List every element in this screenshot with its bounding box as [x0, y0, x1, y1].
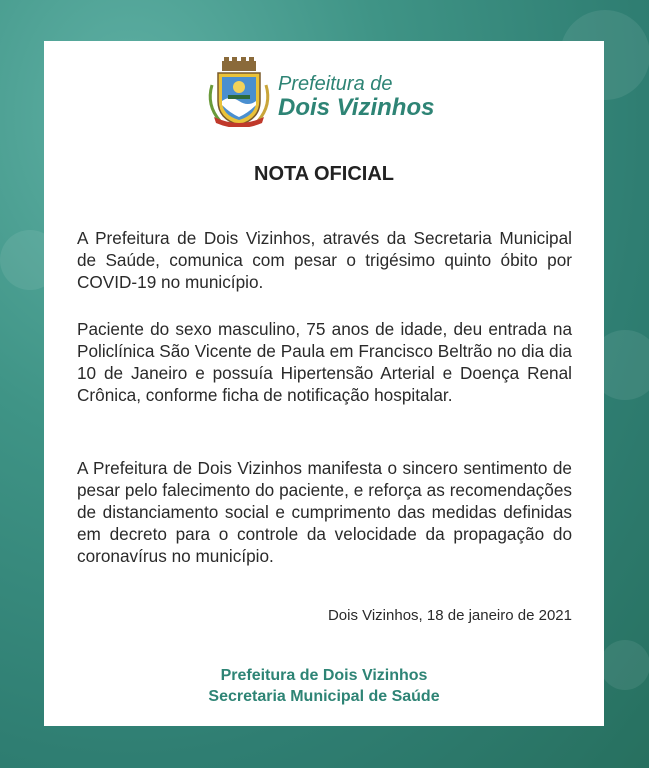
brand-line1: Prefeitura de	[278, 73, 393, 95]
paragraph-condolences: A Prefeitura de Dois Vizinhos manifesta o sincero sentimento de pesar pelo falecimento do paciente, e reforça as recomendações de distanciamento social e cumprimento das medidas definidas em decreto para o controle da velocidade da propagação do coronavírus no município.	[77, 458, 572, 566]
official-note-card	[44, 41, 604, 726]
paragraph-patient-details: Paciente do sexo masculino, 75 anos de idade, deu entrada na Policlínica São Vicente de Paula em Francisco Beltrão no dia dia 10 de Janeiro e possuía Hipertensão Arterial e Doença Renal Crônica, conforme ficha de notificação hospitalar.	[77, 319, 572, 405]
paragraph-announcement: A Prefeitura de Dois Vizinhos, através da Secretaria Municipal de Saúde, comunica com pesar o trigésimo quinto óbito por COVID-19 no município.	[77, 228, 572, 292]
signature-block	[44, 665, 604, 707]
municipality-brand-name	[278, 73, 434, 121]
brand-line2: Dois Vizinhos	[278, 94, 435, 121]
signature-line2: Secretaria Municipal de Saúde	[208, 688, 440, 705]
background-bubble	[600, 640, 649, 690]
date-line: Dois Vizinhos, 18 de janeiro de 2021	[327, 607, 572, 624]
municipality-logo	[204, 55, 464, 127]
page-title: NOTA OFICIAL	[254, 163, 394, 185]
signature-line1: Prefeitura de Dois Vizinhos	[220, 667, 428, 684]
municipal-coat-of-arms-icon	[204, 55, 274, 127]
